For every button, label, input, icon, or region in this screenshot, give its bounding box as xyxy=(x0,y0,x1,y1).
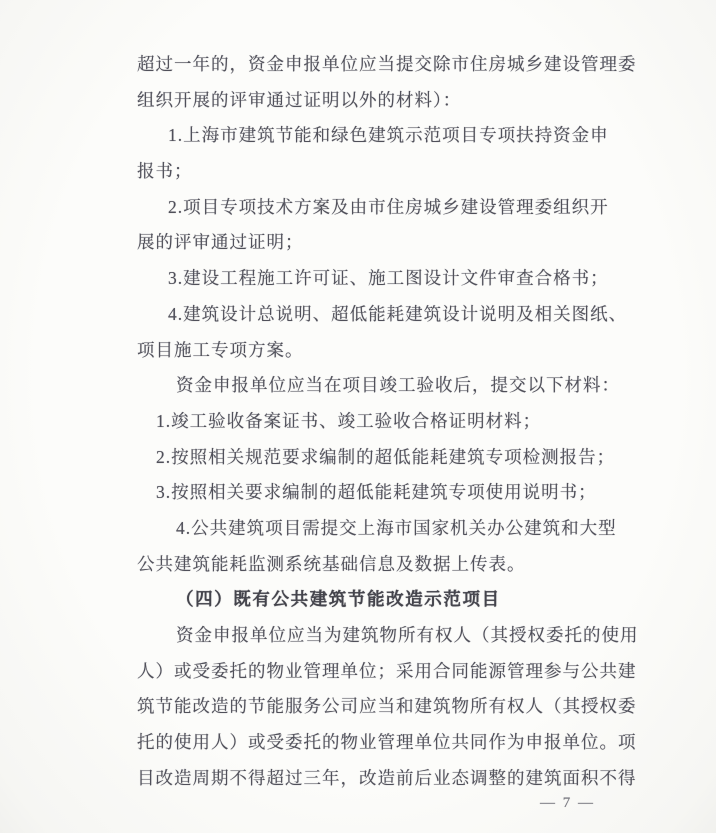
doc-list-item: 2.按照相关规范要求编制的超低能耗建筑专项检测报告； xyxy=(156,446,616,467)
doc-list-item: 4.建筑设计总说明、超低能耗建筑设计说明及相关图纸、 xyxy=(168,303,628,324)
doc-list-item: 2.项目专项技术方案及由市住房城乡建设管理委组织开 xyxy=(168,196,609,217)
doc-paragraph-start: 资金申报单位应当在项目竣工验收后，提交以下材料： xyxy=(176,375,620,396)
doc-line: 展的评审通过证明； xyxy=(137,232,304,253)
document-body xyxy=(137,47,657,796)
doc-list-item: 1.上海市建筑节能和绿色建筑示范项目专项扶持资金申 xyxy=(168,125,609,146)
doc-line: 项目施工专项方案。 xyxy=(137,339,304,360)
doc-list-item: 1.竣工验收备案证书、竣工验收合格证明材料； xyxy=(156,410,542,431)
doc-list-item: 3.建设工程施工许可证、施工图设计文件审查合格书； xyxy=(168,268,609,289)
doc-paragraph-start: 资金申报单位应当为建筑物所有权人（其授权委托的使用 xyxy=(176,625,639,645)
section-heading: （四）既有公共建筑节能改造示范项目 xyxy=(176,589,501,610)
doc-line: 筑节能改造的节能服务公司应当和建筑物所有权人（其授权委 xyxy=(137,696,637,717)
doc-line: 人）或受委托的物业管理单位；采用合同能源管理参与公共建 xyxy=(137,660,637,681)
doc-line: 报书； xyxy=(137,161,193,182)
doc-line: 组织开展的评审通过证明以外的材料）： xyxy=(137,89,462,110)
page-number: — 7 — xyxy=(540,795,595,811)
doc-line: 托的使用人）或受委托的物业管理单位共同作为申报单位。项 xyxy=(137,732,637,753)
doc-list-item: 4.公共建筑项目需提交上海市国家机关办公建筑和大型 xyxy=(176,517,617,538)
doc-line: 超过一年的，资金申报单位应当提交除市住房城乡建设管理委 xyxy=(137,54,637,74)
doc-line: 公共建筑能耗监测系统基础信息及数据上传表。 xyxy=(137,553,526,574)
doc-list-item: 3.按照相关要求编制的超低能耗建筑专项使用说明书； xyxy=(156,482,597,503)
doc-line: 目改造周期不得超过三年，改造前后业态调整的建筑面积不得 xyxy=(137,767,637,788)
